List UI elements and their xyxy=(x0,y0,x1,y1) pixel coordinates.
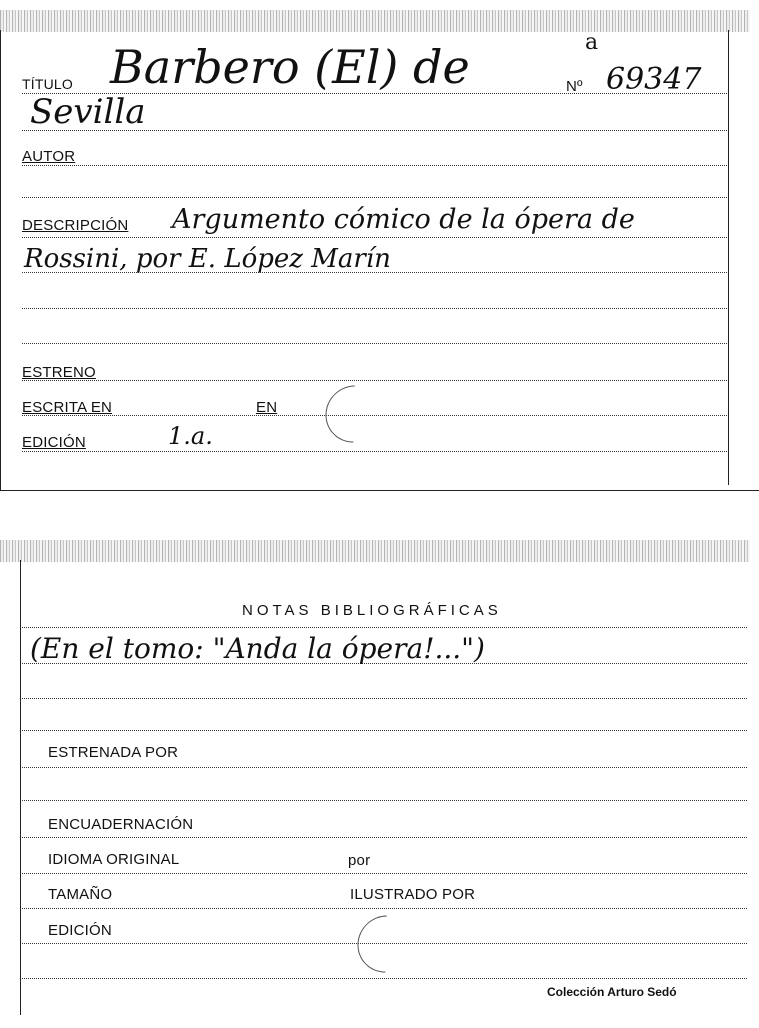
titulo-value-line2: Sevilla xyxy=(30,92,146,132)
ruled-line xyxy=(22,380,727,381)
punch-hole xyxy=(314,374,395,455)
estrenada-por-label: ESTRENADA POR xyxy=(48,744,179,761)
notas-value: (En el tomo: "Anda la ópera!...") xyxy=(30,632,485,665)
estreno-label: ESTRENO xyxy=(22,364,96,381)
card-left-border xyxy=(0,30,1,490)
descripcion-value-line1: Argumento cómico de la ópera de xyxy=(172,204,635,235)
ruled-line xyxy=(22,698,747,699)
ruled-line xyxy=(22,627,747,628)
encuadernacion-label: ENCUADERNACIÓN xyxy=(48,816,194,833)
titulo-value-line1: Barbero (El) de xyxy=(110,40,470,94)
numero-suffix: a xyxy=(585,30,599,55)
descripcion-value-line2: Rossini, por E. López Marín xyxy=(24,244,391,274)
numero-value: 69347 xyxy=(606,62,702,97)
ruled-line xyxy=(22,730,747,731)
edicion-value: 1.a. xyxy=(168,422,213,450)
ruled-line xyxy=(22,165,727,166)
ruled-line xyxy=(22,837,747,838)
ruled-line xyxy=(22,978,747,979)
por-label: por xyxy=(348,852,371,869)
catalog-card-front xyxy=(0,0,759,495)
descripcion-label: DESCRIPCIÓN xyxy=(22,217,129,234)
punch-hole xyxy=(346,904,427,985)
edicion-label: EDICIÓN xyxy=(48,922,112,939)
collection-footer: Colección Arturo Sedó xyxy=(547,985,677,999)
escrita-en-label: ESCRITA EN xyxy=(22,399,113,416)
catalog-card-back xyxy=(0,530,759,1028)
tamano-label: TAMAÑO xyxy=(48,886,113,903)
ruled-line xyxy=(22,767,747,768)
autor-label: AUTOR xyxy=(22,148,76,165)
card-top-edge xyxy=(0,540,750,562)
edicion-label: EDICIÓN xyxy=(22,434,86,451)
card-separator xyxy=(0,490,759,491)
ruled-line xyxy=(22,343,727,344)
idioma-original-label: IDIOMA ORIGINAL xyxy=(48,851,180,868)
ruled-line xyxy=(22,237,727,238)
card-top-edge xyxy=(0,10,750,32)
notas-title: NOTAS BIBLIOGRÁFICAS xyxy=(242,602,502,619)
titulo-label: TÍTULO xyxy=(22,76,73,92)
card-right-border xyxy=(728,30,729,485)
ruled-line xyxy=(22,908,747,909)
ruled-line xyxy=(22,873,747,874)
ruled-line xyxy=(22,197,727,198)
ruled-line xyxy=(22,308,727,309)
numero-label: Nº xyxy=(566,78,583,95)
ruled-line xyxy=(22,800,747,801)
en-label: EN xyxy=(256,399,278,416)
ruled-line xyxy=(22,451,727,452)
card-left-border xyxy=(20,560,21,1015)
ilustrado-por-label: ILUSTRADO POR xyxy=(350,886,476,903)
